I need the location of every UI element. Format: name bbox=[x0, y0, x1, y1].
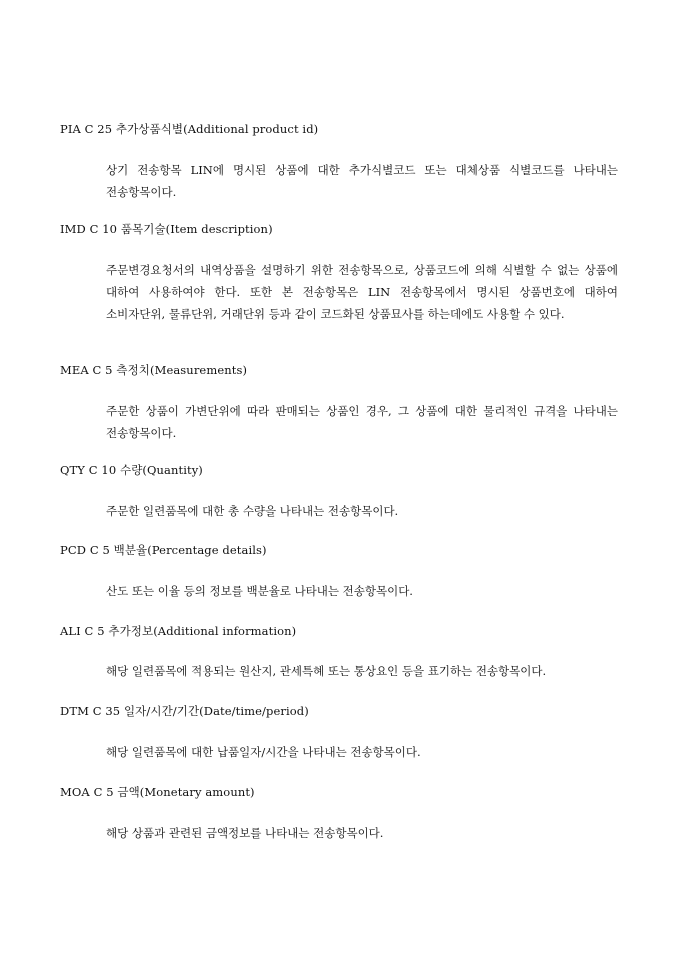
segment-heading: QTY C 10 수량(Quantity) bbox=[60, 463, 203, 477]
segment-heading: ALI C 5 추가정보(Additional information) bbox=[60, 624, 297, 638]
segment-description: 해당 일련품목에 대한 납품일자/시간을 나타내는 전송항목이다. bbox=[106, 745, 421, 759]
segment-heading: PCD C 5 백분율(Percentage details) bbox=[60, 543, 267, 557]
segment-heading: IMD C 10 품목기술(Item description) bbox=[60, 222, 273, 236]
segment-description: 해당 일련품목에 적용되는 원산지, 관세특혜 또는 통상요인 등을 표기하는 전송항목이다. bbox=[106, 664, 547, 678]
segment-description: 해당 상품과 관련된 금액정보를 나타내는 전송항목이다. bbox=[106, 826, 384, 840]
segment-heading: MEA C 5 측정치(Measurements) bbox=[60, 363, 248, 377]
segment-heading: DTM C 35 일자/시간/기간(Date/time/period) bbox=[60, 704, 309, 718]
segment-description: 상기 전송항목 LIN에 명시된 상품에 대한 추가식별코드 또는 대체상품 식별코드를 나타내는 전송항목이다. bbox=[106, 163, 618, 199]
segment-description: 주문한 상품이 가변단위에 따라 판매되는 상품인 경우, 그 상품에 대한 물리적인 규격을 나타내는 전송항목이다. bbox=[106, 404, 618, 440]
segment-heading: MOA C 5 금액(Monetary amount) bbox=[60, 785, 255, 799]
segment-description: 주문변경요청서의 내역상품을 설명하기 위한 전송항목으로, 상품코드에 의해 식별할 수 없는 상품에 대하여 사용하여야 한다. 또한 본 전송항목은 LIN 전송항목에서 명시된 상품번호에 대하여 소비자단위, 물류단위, 거래단위 등과 같이 코드화된 상품묘사를 하는데에도 사용할 수 있다. bbox=[106, 263, 618, 321]
segment-description: 주문한 일련품목에 대한 총 수량을 나타내는 전송항목이다. bbox=[106, 504, 399, 518]
segment-description: 산도 또는 이율 등의 정보를 백분율로 나타내는 전송항목이다. bbox=[106, 584, 413, 598]
segment-heading: PIA C 25 추가상품식별(Additional product id) bbox=[60, 122, 319, 136]
